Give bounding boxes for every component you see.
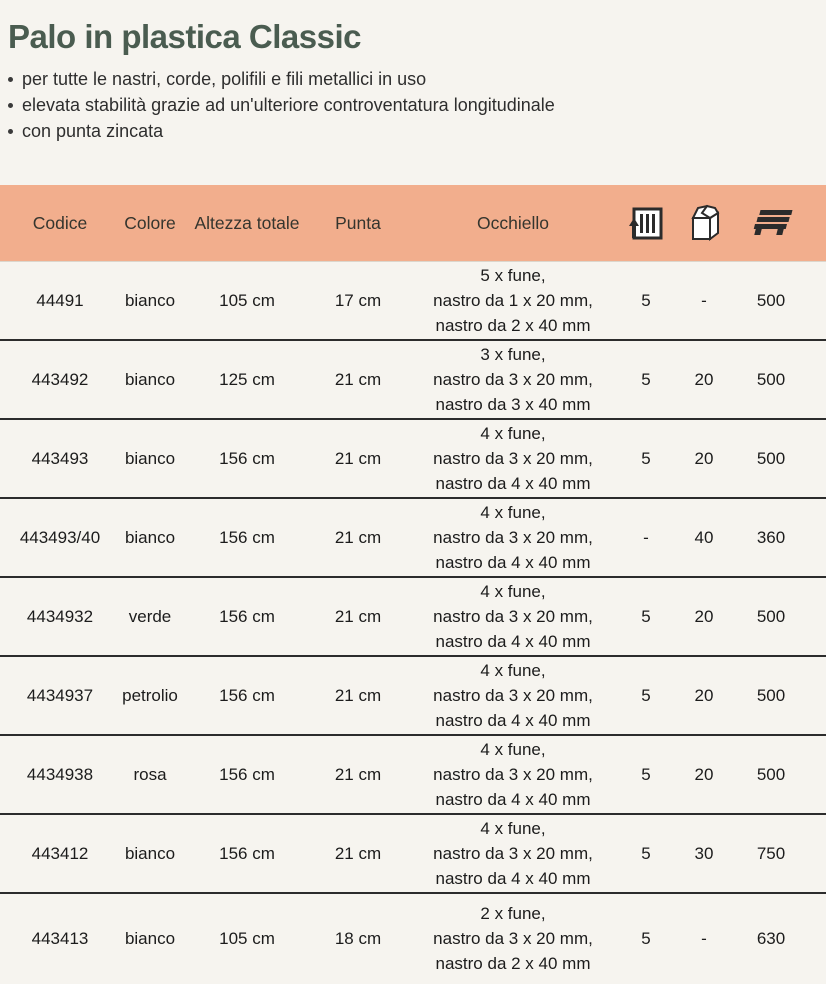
- occhiello-line: 4 x fune,: [480, 424, 546, 443]
- cell-colore: rosa: [133, 765, 167, 784]
- cell-colore: verde: [128, 607, 172, 626]
- cell-punta: 21 cm: [334, 686, 382, 705]
- occhiello-line: nastro da 2 x 40 mm: [435, 316, 591, 335]
- cell-bundle-qty: 5: [641, 607, 651, 626]
- column-header-colore: Colore: [124, 212, 176, 233]
- table-row: [0, 736, 826, 815]
- cell-bundle-qty: 5: [641, 291, 651, 310]
- column-header-bundle: [618, 205, 674, 241]
- column-header-punta: Punta: [335, 212, 381, 233]
- cell-colore: bianco: [124, 929, 176, 948]
- pallet-icon: [749, 208, 793, 238]
- cell-codice: 44491: [36, 291, 84, 310]
- cell-colore: petrolio: [122, 686, 178, 705]
- table-header-row: [0, 185, 826, 262]
- cell-pallet-qty: 500: [756, 449, 786, 468]
- cell-codice: 443412: [31, 844, 89, 863]
- cell-punta: 21 cm: [334, 765, 382, 784]
- bullet-dot-icon: [8, 103, 13, 108]
- occhiello-line: nastro da 4 x 40 mm: [435, 474, 591, 493]
- cell-colore: bianco: [124, 449, 176, 468]
- bullet-item: [8, 120, 648, 142]
- occhiello-line: 4 x fune,: [480, 503, 546, 522]
- bullet-text: con punta zincata: [22, 121, 164, 141]
- occhiello-line: nastro da 3 x 20 mm,: [433, 528, 593, 547]
- cell-occhiello: [408, 342, 618, 417]
- cell-codice: 443493: [31, 449, 89, 468]
- occhiello-line: 2 x fune,: [480, 904, 546, 923]
- bullet-dot-icon: [8, 77, 13, 82]
- cell-occhiello: [408, 500, 618, 575]
- cell-carton-qty: 20: [694, 765, 714, 784]
- cell-pallet-qty: 500: [756, 607, 786, 626]
- cell-punta: 21 cm: [334, 370, 382, 389]
- cell-occhiello: [408, 816, 618, 891]
- table-row: [0, 657, 826, 736]
- table-row: [0, 262, 826, 341]
- cell-punta: 17 cm: [334, 291, 382, 310]
- occhiello-line: nastro da 1 x 20 mm,: [433, 291, 593, 310]
- cell-altezza-totale: 105 cm: [219, 929, 275, 948]
- occhiello-line: 4 x fune,: [480, 740, 546, 759]
- occhiello-line: nastro da 2 x 40 mm: [435, 954, 591, 973]
- column-header-carton: [674, 204, 734, 242]
- cell-altezza-totale: 156 cm: [219, 449, 275, 468]
- cell-pallet-qty: 500: [756, 765, 786, 784]
- cell-pallet-qty: 500: [756, 370, 786, 389]
- carton-icon: [686, 204, 722, 242]
- occhiello-line: nastro da 3 x 20 mm,: [433, 370, 593, 389]
- cell-punta: 21 cm: [334, 607, 382, 626]
- cell-codice: 4434932: [26, 607, 94, 626]
- cell-colore: bianco: [124, 528, 176, 547]
- occhiello-line: 4 x fune,: [480, 582, 546, 601]
- occhiello-line: nastro da 4 x 40 mm: [435, 790, 591, 809]
- table-row: [0, 420, 826, 499]
- cell-pallet-qty: 500: [756, 686, 786, 705]
- cell-altezza-totale: 156 cm: [219, 607, 275, 626]
- table-row: [0, 499, 826, 578]
- occhiello-line: nastro da 3 x 20 mm,: [433, 765, 593, 784]
- cell-occhiello: [408, 421, 618, 496]
- occhiello-line: 5 x fune,: [480, 266, 546, 285]
- cell-carton-qty: 20: [694, 607, 714, 626]
- occhiello-line: 4 x fune,: [480, 661, 546, 680]
- cell-altezza-totale: 156 cm: [219, 844, 275, 863]
- cell-occhiello: [408, 263, 618, 338]
- table-row: [0, 578, 826, 657]
- bullet-dot-icon: [8, 129, 13, 134]
- page-title: Palo in plastica Classic: [8, 18, 361, 55]
- occhiello-line: nastro da 3 x 20 mm,: [433, 929, 593, 948]
- cell-bundle-qty: 5: [641, 370, 651, 389]
- bullet-item: [8, 68, 648, 90]
- occhiello-line: nastro da 3 x 20 mm,: [433, 686, 593, 705]
- cell-pallet-qty: 630: [756, 929, 786, 948]
- cell-pallet-qty: 750: [756, 844, 786, 863]
- cell-carton-qty: 30: [694, 844, 714, 863]
- cell-bundle-qty: 5: [641, 844, 651, 863]
- occhiello-line: nastro da 4 x 40 mm: [435, 869, 591, 888]
- occhiello-line: nastro da 4 x 40 mm: [435, 632, 591, 651]
- cell-punta: 18 cm: [334, 929, 382, 948]
- bullet-text: elevata stabilità grazie ad un'ulteriore controventatura longitudinale: [22, 95, 555, 115]
- product-table: [0, 185, 826, 983]
- table-body: [0, 262, 826, 983]
- cell-occhiello: [408, 658, 618, 733]
- table-row: [0, 815, 826, 894]
- cell-bundle-qty: 5: [641, 765, 651, 784]
- cell-codice: 443492: [31, 370, 89, 389]
- occhiello-line: nastro da 3 x 20 mm,: [433, 607, 593, 626]
- bundle-icon: [629, 205, 663, 241]
- column-header-altezza-totale: Altezza totale: [194, 212, 300, 233]
- cell-carton-qty: 20: [694, 686, 714, 705]
- cell-colore: bianco: [124, 370, 176, 389]
- cell-codice: 4434938: [26, 765, 94, 784]
- cell-codice: 443493/40: [19, 528, 101, 547]
- cell-colore: bianco: [124, 844, 176, 863]
- cell-altezza-totale: 156 cm: [219, 528, 275, 547]
- occhiello-line: nastro da 3 x 40 mm: [435, 395, 591, 414]
- feature-bullet-list: [8, 68, 648, 146]
- column-header-codice: Codice: [32, 212, 88, 233]
- cell-occhiello: [408, 901, 618, 976]
- cell-carton-qty: -: [701, 929, 707, 948]
- cell-pallet-qty: 500: [756, 291, 786, 310]
- cell-altezza-totale: 156 cm: [219, 765, 275, 784]
- occhiello-line: nastro da 3 x 20 mm,: [433, 844, 593, 863]
- cell-punta: 21 cm: [334, 844, 382, 863]
- cell-punta: 21 cm: [334, 528, 382, 547]
- bullet-text: per tutte le nastri, corde, polifili e fili metallici in uso: [22, 69, 427, 89]
- column-header-occhiello: Occhiello: [477, 212, 549, 233]
- bullet-item: [8, 94, 648, 116]
- occhiello-line: nastro da 4 x 40 mm: [435, 711, 591, 730]
- cell-altezza-totale: 105 cm: [219, 291, 275, 310]
- column-header-pallet: [734, 208, 808, 238]
- cell-codice: 443413: [31, 929, 89, 948]
- cell-bundle-qty: 5: [641, 686, 651, 705]
- occhiello-line: 3 x fune,: [480, 345, 546, 364]
- cell-carton-qty: 40: [694, 528, 714, 547]
- cell-altezza-totale: 156 cm: [219, 686, 275, 705]
- cell-carton-qty: 20: [694, 449, 714, 468]
- cell-pallet-qty: 360: [756, 528, 786, 547]
- occhiello-line: 4 x fune,: [480, 819, 546, 838]
- cell-codice: 4434937: [26, 686, 94, 705]
- cell-punta: 21 cm: [334, 449, 382, 468]
- occhiello-line: nastro da 4 x 40 mm: [435, 553, 591, 572]
- table-row: [0, 341, 826, 420]
- cell-occhiello: [408, 579, 618, 654]
- occhiello-line: nastro da 3 x 20 mm,: [433, 449, 593, 468]
- cell-bundle-qty: 5: [641, 929, 651, 948]
- table-row: [0, 894, 826, 983]
- cell-carton-qty: 20: [694, 370, 714, 389]
- cell-colore: bianco: [124, 291, 176, 310]
- cell-bundle-qty: 5: [641, 449, 651, 468]
- cell-carton-qty: -: [701, 291, 707, 310]
- cell-altezza-totale: 125 cm: [219, 370, 275, 389]
- cell-bundle-qty: -: [643, 528, 649, 547]
- cell-occhiello: [408, 737, 618, 812]
